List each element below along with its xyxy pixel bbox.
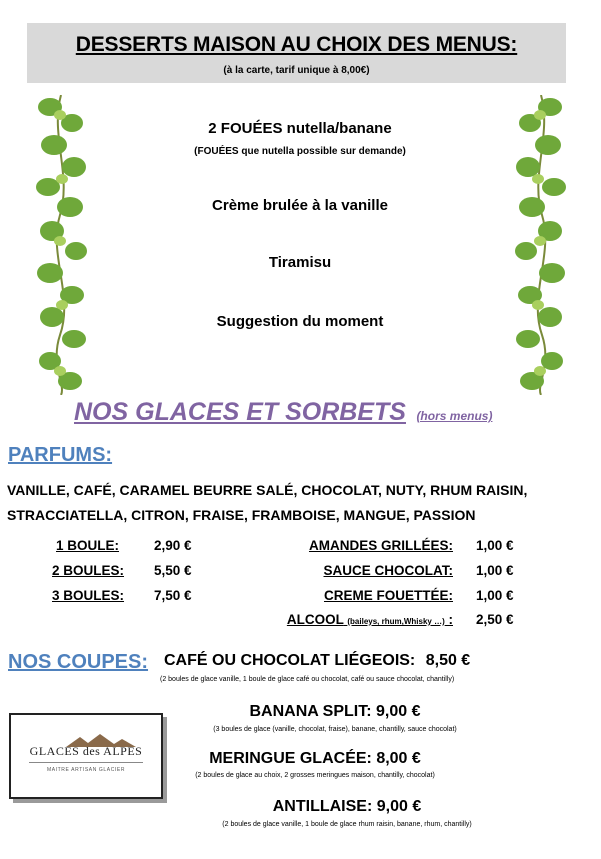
coupe-meringue-desc: (2 boules de glace au choix, 2 grosses meringues maison, chantilly, chocolat) — [195, 772, 435, 779]
price-label: 1 BOULE: — [56, 538, 120, 553]
coupe-price: 9,00 € — [376, 703, 421, 720]
logo-brand: GLACES des ALPES — [29, 744, 143, 758]
coupes-heading: NOS COUPES: — [8, 651, 149, 673]
coupe-antillaise-desc: (2 boules de glace vanille, 1 boule de glace rhum raisin, banane, rhum, chantilly) — [222, 821, 472, 828]
coupe-name: CAFÉ OU CHOCOLAT LIÉGEOIS: — [164, 652, 416, 669]
price-value-sauce-chocolat: 1,00 € — [476, 563, 514, 578]
logo-divider — [29, 762, 143, 763]
dessert-creme-brulee: Crème brulée à la vanille — [212, 197, 388, 214]
price-label: 2 BOULES: — [52, 563, 125, 578]
header-banner — [27, 23, 566, 83]
price-label: 3 BOULES: — [52, 588, 125, 603]
dessert-fouees: 2 FOUÉES nutella/banane — [208, 120, 392, 137]
logo-tagline: MAITRE ARTISAN GLACIER — [46, 767, 126, 773]
alcool-colon: : — [448, 612, 453, 627]
coupe-price: 8,50 € — [425, 652, 471, 669]
price-value-amandes: 1,00 € — [476, 538, 514, 553]
glaces-heading — [74, 398, 492, 427]
price-label-amandes: AMANDES GRILLÉES: — [308, 538, 453, 553]
alcool-detail: (baileys, rhum,Whisky …) — [347, 617, 445, 626]
alcool-label: ALCOOL — [286, 612, 344, 627]
vine-right-image — [510, 95, 572, 395]
price-value-creme-fouettee: 1,00 € — [476, 588, 514, 603]
parfums-line-1: VANILLE, CAFÉ, CARAMEL BEURRE SALÉ, CHOCOLAT, NUTY, RHUM RAISIN, — [7, 482, 528, 498]
coupe-antillaise — [172, 798, 522, 816]
price-value: 7,50 € — [154, 588, 192, 603]
coupe-banana-split-desc: (3 boules de glace (vanille, chocolat, fraise), banane, chantilly, sauce chocolat) — [213, 726, 457, 733]
glaces-des-alpes-logo — [9, 713, 163, 799]
price-label-creme-fouettee: CREME FOUETTÉE: — [323, 588, 453, 603]
price-value: 5,50 € — [154, 563, 192, 578]
coupe-name: MERINGUE GLACÉE: — [209, 750, 372, 767]
coupe-meringue — [140, 750, 490, 768]
coupe-banana-split — [160, 703, 510, 721]
coupe-liegeois-desc: (2 boules de glace vanille, 1 boule de glace café ou chocolat, café ou sauce chocolat, chantilly) — [160, 676, 455, 683]
glaces-note: (hors menus) — [416, 409, 493, 423]
glaces-title: NOS GLACES ET SORBETS — [74, 398, 406, 426]
coupe-name: BANANA SPLIT: — [249, 703, 372, 720]
vine-left-image — [30, 95, 92, 395]
parfums-heading: PARFUMS: — [8, 444, 113, 466]
coupe-name: ANTILLAISE: — [272, 798, 373, 815]
dessert-tiramisu: Tiramisu — [268, 254, 332, 271]
coupe-price: 9,00 € — [376, 798, 422, 815]
price-label-alcool — [287, 612, 453, 627]
parfums-line-2: STRACCIATELLA, CITRON, FRAISE, FRAMBOISE, MANGUE, PASSION — [7, 507, 476, 523]
page-subtitle: (à la carte, tarif unique à 8,00€) — [223, 65, 370, 76]
coupe-liegeois — [164, 652, 470, 670]
dessert-suggestion: Suggestion du moment — [216, 313, 384, 330]
price-value-alcool: 2,50 € — [476, 612, 514, 627]
dessert-fouees-note: (FOUÉES que nutella possible sur demande) — [194, 146, 406, 157]
page-title: DESSERTS MAISON AU CHOIX DES MENUS: — [75, 33, 518, 56]
price-value: 2,90 € — [154, 538, 192, 553]
price-label-sauce-chocolat: SAUCE CHOCOLAT: — [323, 563, 453, 578]
coupe-price: 8,00 € — [376, 750, 421, 767]
parfums-list — [7, 478, 527, 528]
